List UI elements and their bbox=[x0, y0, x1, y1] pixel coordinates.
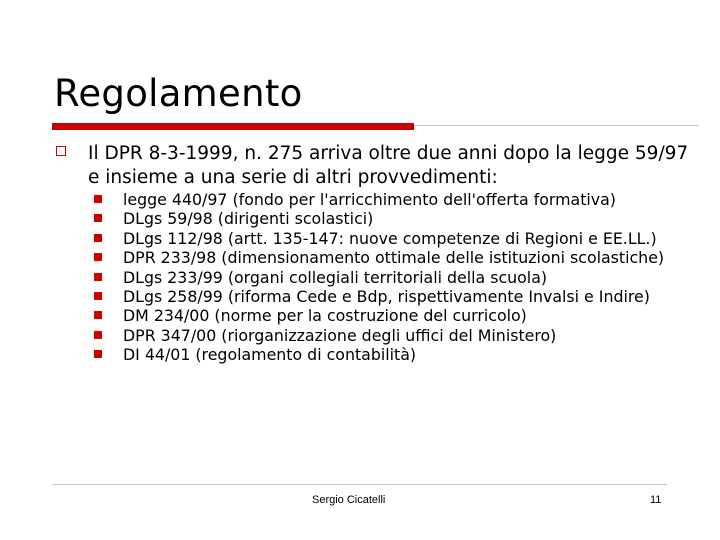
list-item-text: DM 234/00 (norme per la costruzione del curricolo) bbox=[123, 306, 527, 326]
filled-square-bullet-icon bbox=[94, 214, 102, 222]
list-item-text: legge 440/97 (fondo per l'arricchimento dell'offerta formativa) bbox=[123, 190, 616, 209]
list-item bbox=[94, 248, 684, 267]
filled-square-bullet-icon bbox=[94, 331, 102, 339]
filled-square-bullet-icon bbox=[94, 253, 102, 261]
list-item bbox=[94, 306, 684, 325]
list-item-text: DLgs 258/99 (riforma Cede e Bdp, rispettivamente Invalsi e Indire) bbox=[123, 287, 650, 307]
list-item bbox=[94, 326, 684, 345]
filled-square-bullet-icon bbox=[94, 311, 102, 319]
hollow-square-bullet-icon bbox=[56, 146, 66, 156]
list-item-text: DI 44/01 (regolamento di contabilità) bbox=[123, 345, 417, 365]
main-point-text: Il DPR 8-3-1999, n. 275 arriva oltre due anni dopo la legge 59/97 e insieme a una serie di altri provvedimenti: bbox=[88, 143, 689, 188]
list-item bbox=[94, 268, 684, 287]
list-item bbox=[94, 190, 684, 209]
filled-square-bullet-icon bbox=[94, 273, 102, 281]
list-item-text: DPR 347/00 (riorganizzazione degli uffici del Ministero) bbox=[123, 325, 557, 345]
filled-square-bullet-icon bbox=[94, 292, 102, 300]
list-item-text: DLgs 59/98 (dirigenti scolastici) bbox=[123, 209, 374, 229]
filled-square-bullet-icon bbox=[94, 195, 102, 203]
list-item-text: DPR 233/98 (dimensionamento ottimale delle istituzioni scolastiche) bbox=[123, 248, 665, 268]
list-item bbox=[94, 209, 684, 228]
filled-square-bullet-icon bbox=[94, 350, 102, 358]
title-divider-accent bbox=[52, 123, 414, 130]
page-number: 11 bbox=[650, 494, 662, 506]
slide-title: Regolamento bbox=[54, 72, 303, 115]
list-item-text: DLgs 112/98 (artt. 135-147: nuove competenze di Regioni e EE.LL.) bbox=[123, 228, 657, 248]
sub-bullet-list bbox=[94, 190, 684, 365]
footer-author: Sergio Cicatelli bbox=[312, 494, 386, 506]
list-item bbox=[94, 287, 684, 306]
list-item bbox=[94, 229, 684, 248]
filled-square-bullet-icon bbox=[94, 234, 102, 242]
main-bullet-point bbox=[56, 142, 696, 190]
footer-divider bbox=[52, 484, 667, 485]
list-item-text: DLgs 233/99 (organi collegiali territoriali della scuola) bbox=[123, 267, 548, 287]
list-item bbox=[94, 345, 684, 364]
